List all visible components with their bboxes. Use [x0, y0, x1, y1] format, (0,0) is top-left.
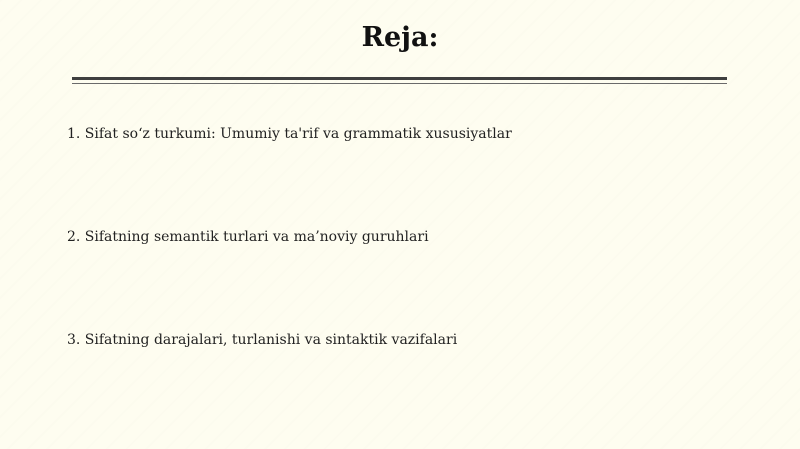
divider-thick-line	[72, 77, 727, 80]
plan-item-3: 3. Sifatning darajalari, turlanishi va sintaktik vazifalari	[67, 332, 458, 348]
divider-thin-line	[72, 83, 727, 84]
plan-item-2: 2. Sifatning semantik turlari va ma’noviy guruhlari	[67, 229, 429, 245]
title-divider	[72, 77, 727, 86]
plan-item-1: 1. Sifat so‘z turkumi: Umumiy ta'rif va grammatik xususiyatlar	[67, 126, 512, 142]
slide-title: Reja:	[361, 22, 439, 53]
